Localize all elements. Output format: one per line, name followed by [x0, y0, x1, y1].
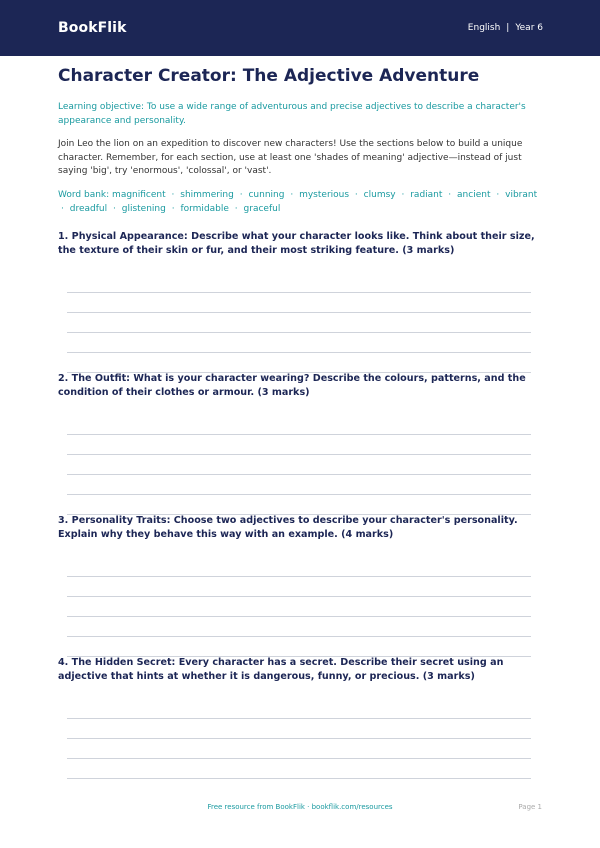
header-bar — [0, 0, 600, 56]
footer-credit[interactable]: Free resource from BookFlik · bookflik.com/resources — [207, 803, 393, 811]
intro-text: Join Leo the lion on an expedition to discover new characters! Use the sections below to build a unique character. Remember, for each section, use at least one 'shades of meaning' adjective—instead of just saying 'big', try 'enormous', 'colossal', or 'vast'. — [58, 139, 523, 176]
answer-line[interactable] — [67, 474, 531, 475]
header-meta — [468, 23, 543, 33]
answer-line[interactable] — [67, 778, 531, 779]
word-separator: · — [354, 189, 358, 200]
word-separator: · — [171, 203, 175, 214]
word-bank-word: magnificent — [112, 189, 166, 200]
answer-line[interactable] — [67, 576, 531, 577]
word-separator: · — [401, 189, 405, 200]
page-number: Page 1 — [518, 803, 542, 811]
answer-line[interactable] — [67, 312, 531, 313]
question-4: 4. The Hidden Secret: Every character has a secret. Describe their secret using an adjective that hints at whether it is dangerous, funny, or precious. (3 marks) — [58, 657, 504, 682]
year-label: Year 6 — [515, 23, 543, 33]
brand-logo[interactable]: BookFlik — [58, 20, 127, 36]
word-bank-word: shimmering — [180, 189, 234, 200]
word-bank-word: cunning — [248, 189, 285, 200]
word-separator: · — [448, 189, 452, 200]
word-bank-word: dreadful — [69, 203, 108, 214]
question-2: 2. The Outfit: What is your character wearing? Describe the colours, patterns, and the condition of their clothes or armour. (3 marks) — [58, 373, 526, 398]
word-separator: · — [496, 189, 500, 200]
answer-line[interactable] — [67, 434, 531, 435]
answer-line[interactable] — [67, 616, 531, 617]
word-separator: · — [112, 203, 116, 214]
word-bank-words — [58, 190, 537, 214]
answer-line[interactable] — [67, 352, 531, 353]
answer-line[interactable] — [67, 596, 531, 597]
answer-line[interactable] — [67, 332, 531, 333]
answer-line[interactable] — [67, 292, 531, 293]
word-separator: · — [234, 203, 238, 214]
word-bank-word: mysterious — [299, 189, 350, 200]
question-3: 3. Personality Traits: Choose two adjectives to describe your character's personality. Explain why they behave this way with an example. (4 marks) — [58, 515, 518, 540]
page-title: Character Creator: The Adjective Adventure — [58, 66, 480, 86]
question-1: 1. Physical Appearance: Describe what your character looks like. Think about their size, the texture of their skin or fur, and their most striking feature. (3 marks) — [58, 231, 535, 256]
footer — [0, 801, 600, 815]
word-separator: · — [290, 189, 294, 200]
word-bank-label: Word bank: — [58, 189, 110, 200]
answer-line[interactable] — [67, 636, 531, 637]
learning-objective: Learning objective: To use a wide range of adventurous and precise adjectives to describe a character's appearance and personality. — [58, 102, 526, 126]
subject-label: English — [467, 23, 501, 33]
word-separator: · — [171, 189, 175, 200]
word-bank-word: glistening — [121, 203, 166, 214]
word-bank-word: vibrant — [505, 189, 538, 200]
answer-line[interactable] — [67, 454, 531, 455]
answer-line[interactable] — [67, 738, 531, 739]
answer-line[interactable] — [67, 494, 531, 495]
word-bank-word: radiant — [410, 189, 443, 200]
word-bank-word: ancient — [457, 189, 491, 200]
word-bank-word: graceful — [243, 203, 281, 214]
header-separator: | — [506, 23, 510, 33]
word-bank-word: formidable — [180, 203, 229, 214]
answer-line[interactable] — [67, 758, 531, 759]
worksheet-intro — [58, 64, 542, 216]
word-bank — [58, 188, 542, 216]
word-bank-word: clumsy — [363, 189, 396, 200]
word-separator: · — [61, 203, 64, 214]
word-separator: · — [239, 189, 243, 200]
answer-line[interactable] — [67, 718, 531, 719]
